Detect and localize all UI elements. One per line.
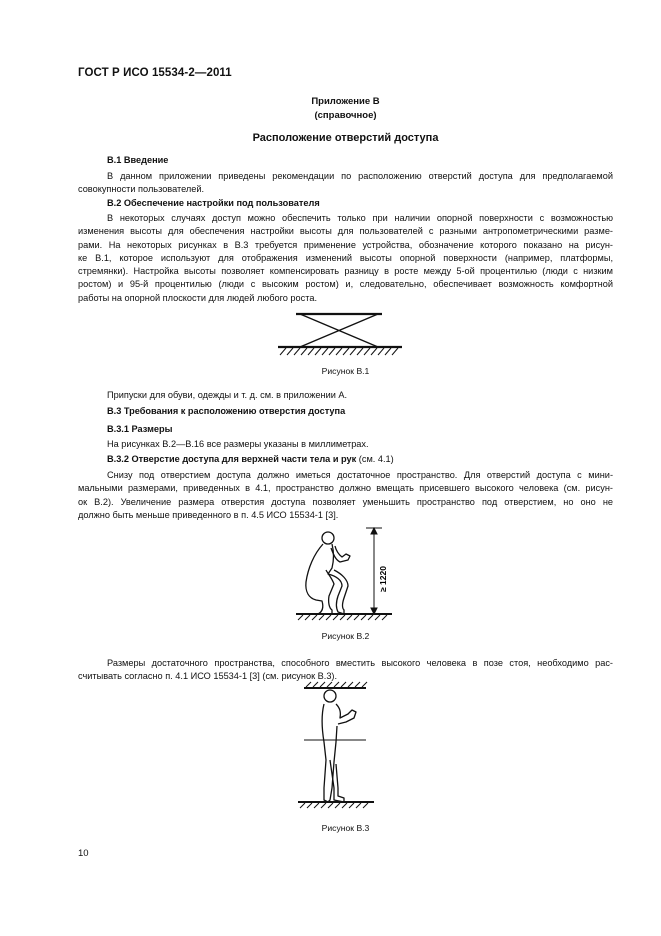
section-b32-text [78,469,613,522]
figure-b3-caption: Рисунок В.3 [321,823,370,833]
text-line: мальными размерами, приведенных в 4.1, пространство должно вмещать присевшего высокого человека (см. рисун- [78,483,613,494]
figure-b1-caption: Рисунок В.1 [321,366,370,376]
text-line: В некоторых случаях доступ можно обеспечить только при наличии опорной поверхности с возможностью [107,213,613,223]
text-line: Размеры достаточного пространства, способного вместить высокого человека в позе стоя, необходимо рас- [107,658,613,668]
text-line: стремянки). Настройка высоты позволяет компенсировать разницу в росте между 5-ой процентилью (люди с низким [78,266,613,277]
text-line: совокупности пользователей. [78,184,205,195]
section-b2-heading: В.2 Обеспечение настройки под пользователя [107,198,320,208]
text-line: рами. На некоторых рисунках в В.3 требуется применение устройства, обозначение которого показано на рисун- [78,239,613,250]
text-line: ростом) и 95-й процентилью (люди с высоким ростом) и, следовательно, обеспечивает возможность комфортной [78,279,613,290]
crouching-person-icon [306,532,350,614]
text-line: На рисунках В.2—В.16 все размеры указаны в миллиметрах. [107,439,369,449]
text-line: В данном приложении приведены рекомендации по расположению отверстий доступа для предполагаемой [107,171,613,181]
text-line: изменения высоты для обеспечения настройки высоты для пользователей с разными антропометрическими разме- [78,226,613,237]
scissor-lift-icon [270,308,410,358]
section-b32-ref: (см. 4.1) [356,454,394,464]
section-b1-text [78,170,613,197]
text-line: считывать согласно п. 4.1 ИСО 15534-1 [3] (см. рисунок В.3). [78,671,338,682]
section-b31-heading: В.3.1 Размеры [107,424,173,434]
text-line: Припуски для обуви, одежды и т. д. см. в приложении А. [107,390,348,400]
page-number: 10 [78,848,89,859]
figure-b2-caption: Рисунок В.2 [321,631,370,641]
height-dimension-label: ≥ 1220 [378,566,388,592]
section-b32-heading: В.3.2 Отверстие доступа для верхней части тела и рук [107,454,357,464]
standing-person-icon [322,690,356,802]
section-b32-heading-row [107,454,394,464]
text-line: ке В.1, которое используют для отображения изменений высоты опорной поверхности (например, платформы, [78,252,613,263]
figure-b1-scissor-lift [270,308,410,358]
figure-b3-standing-person [294,680,380,812]
document-code-header: ГОСТ Р ИСО 15534-2—2011 [78,67,232,79]
annex-label: Приложение В [311,96,380,107]
text-line: Снизу под отверстием доступа должно иметься достаточное пространство. Для отверстий доступа с мини- [107,470,613,480]
text-line: ок В.2). Увеличение размера отверстия доступа позволяет уменьшить пространство под отверстием, но оно не [78,496,613,507]
section-b1-heading: В.1 Введение [107,155,169,165]
figure-b2-crouching-person [292,524,392,620]
allowance-text [78,389,613,402]
text-line: работы на опорной плоскости для людей любого роста. [78,292,317,303]
text-line: должно быть меньше приведенного в п. 4.5 ИСО 15534-1 [3]. [78,509,339,520]
annex-type: (справочное) [314,110,377,121]
section-b3-heading: В.3 Требования к расположению отверстия доступа [107,406,346,416]
section-b31-text [78,438,613,451]
section-b2-text [78,212,613,305]
annex-title: Расположение отверстий доступа [252,132,439,144]
